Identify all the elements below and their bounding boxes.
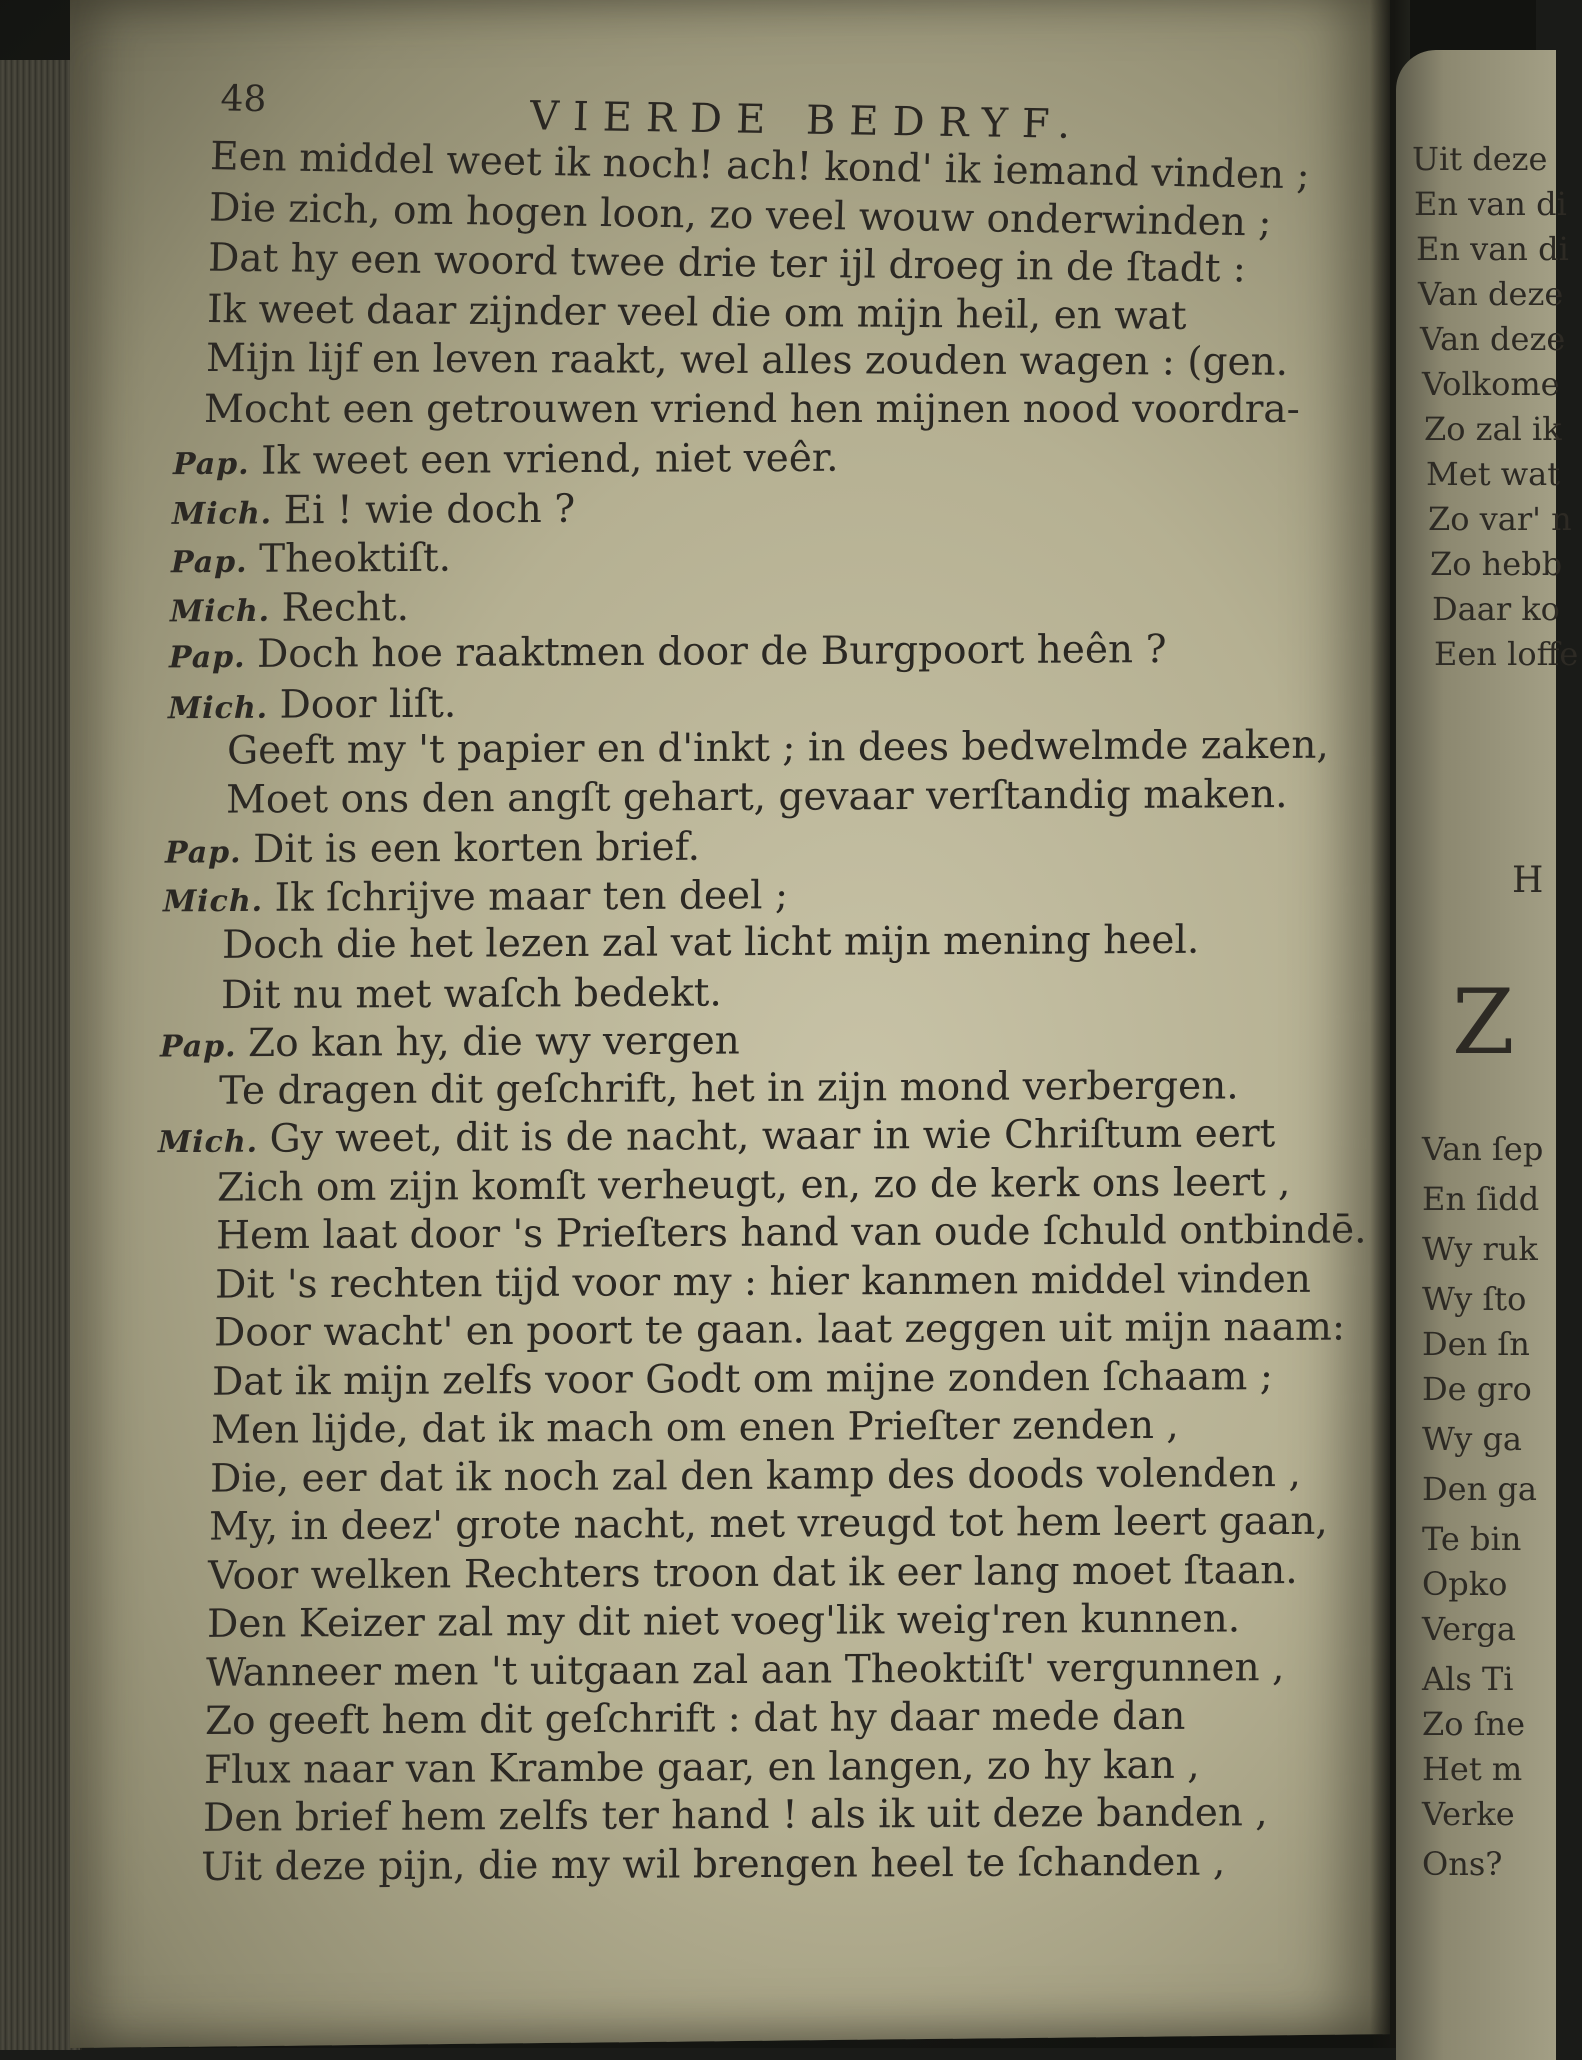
- right-page-fragment: En ſidd: [1422, 1180, 1540, 1218]
- verse-line: [206, 335, 1289, 387]
- verse-line: [208, 1546, 1298, 1600]
- verse-text: Ei ! wie doch ?: [283, 486, 576, 533]
- speaker-label: Mich.: [157, 1124, 259, 1161]
- right-page-fragment: En van di: [1416, 230, 1569, 268]
- verse-text: Wanneer men 't uitgaan zal aan Theoktiſt' vergunnen ,: [205, 1644, 1285, 1696]
- right-page-fragment: Zo var' n: [1428, 500, 1572, 538]
- speaker-label: Mich.: [167, 690, 269, 726]
- right-page-fragment: Ons?: [1422, 1845, 1503, 1883]
- verse-text: Men lijde, dat ik mach om enen Prieſter zenden ,: [210, 1402, 1179, 1453]
- section-title: VIERDE BEDRYF.: [529, 93, 1085, 149]
- verse-text: Doch die het lezen zal vat licht mijn mening heel.: [221, 917, 1200, 968]
- right-page-fragment: Volkome: [1422, 365, 1560, 403]
- right-page-fragment: Te bin: [1422, 1520, 1522, 1558]
- right-page-fragment: Een loffe: [1434, 635, 1579, 673]
- verse-text: Te dragen dit geſchrift, het in zijn mond verbergen.: [218, 1062, 1239, 1114]
- verse-line: [215, 1255, 1311, 1309]
- right-page-fragment: Het m: [1422, 1750, 1523, 1788]
- verse-text: Voor welken Rechters troon dat ik eer lang moet ſtaan.: [207, 1547, 1298, 1599]
- verse-text: Uit deze pijn, die my wil brengen heel te ſchanden ,: [200, 1839, 1226, 1890]
- verse-line: [171, 535, 451, 587]
- right-page-fragment: Van ſep: [1422, 1130, 1544, 1168]
- verse-text: Mijn lijf en leven raakt, wel alles zouden wagen : (gen.: [205, 336, 1289, 385]
- speaker-label: Pap.: [170, 544, 248, 581]
- right-page-fragment: Van deze: [1418, 275, 1564, 313]
- right-page-fragment: Verke: [1422, 1795, 1515, 1833]
- verse-line: [169, 626, 1167, 682]
- verse-line: [226, 771, 1288, 825]
- verse-line: [227, 722, 1329, 776]
- right-page-fragment: Wy ruk: [1422, 1230, 1538, 1268]
- right-page-fragment: Opko: [1422, 1565, 1508, 1603]
- verse-text: My, in deez' grote nacht, met vreugd tot hem leert gaan,: [208, 1498, 1328, 1550]
- page-number: 48: [219, 78, 267, 121]
- verse-text: Zich om zijn komſt verheugt, en, zo de kerk ons leert ,: [216, 1159, 1291, 1211]
- verse-line: [214, 1304, 1345, 1358]
- verse-line: [205, 1693, 1186, 1746]
- right-page-fragment: Verga: [1422, 1610, 1516, 1648]
- verse-text: Door wacht' en poort te gaan. laat zeggen uit mijn naam:: [213, 1304, 1346, 1356]
- verse-line: [209, 1498, 1328, 1552]
- speaker-label: Pap.: [159, 1029, 237, 1065]
- right-page-fragment: Wy ſto: [1422, 1280, 1527, 1318]
- right-page-fragment: Zo hebb: [1430, 545, 1563, 583]
- speaker-label: Mich.: [171, 495, 273, 532]
- right-page-fragment: Zo zal ik: [1424, 410, 1562, 448]
- verse-line: [173, 435, 839, 489]
- right-page-fragment: Den ga: [1422, 1470, 1537, 1508]
- verse-line: [207, 286, 1187, 341]
- verse-line: [212, 1353, 1273, 1407]
- verse-text: Dit is een korten brief.: [252, 824, 701, 873]
- right-page-fragment: En van di: [1414, 185, 1567, 223]
- left-page: [70, 0, 1390, 2048]
- verse-line: [170, 584, 409, 636]
- verse-line: [208, 235, 1247, 294]
- speaker-label: Mich.: [162, 883, 264, 919]
- verse-line: [172, 485, 575, 538]
- right-page-fragment: Den ſn: [1422, 1325, 1530, 1363]
- verse-text: Zo geeft hem dit geſchrift : dat hy daar mede dan: [204, 1693, 1186, 1745]
- verse-line: [160, 1018, 740, 1072]
- verse-text: Dat ik mijn zelfs voor Godt om mijne zonden ſchaam ;: [211, 1353, 1274, 1405]
- verse-line: [158, 1110, 1275, 1167]
- verse-text: Flux naar van Krambe gaar, en langen, zo hy kan ,: [203, 1742, 1200, 1793]
- verse-text: Door liſt.: [279, 681, 457, 728]
- verse-line: [201, 1838, 1226, 1891]
- verse-text: Dat hy een woord twee drie ter ijl droeg in de ſtadt :: [207, 235, 1247, 292]
- verse-text: Zo kan hy, die wy vergen: [247, 1018, 740, 1067]
- speaker-label: Pap.: [168, 639, 246, 676]
- right-page-fragment: Z: [1452, 970, 1515, 1075]
- verse-line: [219, 1062, 1239, 1115]
- verse-text: Theoktiſt.: [258, 535, 452, 582]
- verse-text: Die zich, om hogen loon, zo veel wouw onderwinden ;: [208, 185, 1272, 245]
- speaker-label: Pap.: [172, 446, 250, 483]
- verse-text: Doch hoe raaktmen door de Burgpoort heên ?: [256, 627, 1167, 677]
- verse-line: [222, 917, 1200, 970]
- right-page-fragment: Zo ſne: [1422, 1705, 1526, 1743]
- verse-text: Dit 's rechten tijd voor my : hier kanmen middel vinden: [214, 1256, 1312, 1308]
- verse-line: [221, 969, 722, 1020]
- right-page-fragment: H: [1512, 860, 1544, 901]
- verse-line: [168, 680, 457, 733]
- speaker-label: Pap.: [164, 835, 242, 871]
- verse-text: Gy weet, dit is de nacht, waar in wie Chriſtum eert: [269, 1111, 1276, 1162]
- verse-line: [163, 872, 788, 926]
- verse-line: [165, 824, 700, 878]
- speaker-label: Mich.: [169, 593, 271, 629]
- verse-line: [206, 1644, 1285, 1698]
- right-page-fragment: Daar ko: [1432, 590, 1560, 628]
- verse-text: Die, eer dat ik noch zal den kamp des doods volenden ,: [209, 1450, 1302, 1502]
- verse-text: Dit nu met waſch bedekt.: [220, 969, 722, 1018]
- verse-line: [203, 1789, 1268, 1843]
- right-page-fragment: Uit deze: [1412, 140, 1548, 178]
- verse-line: [217, 1159, 1291, 1213]
- verse-line: [210, 1449, 1301, 1503]
- verse-text: Den brief hem zelfs ter hand ! als ik uit deze banden ,: [202, 1790, 1268, 1841]
- verse-line: [204, 385, 1300, 433]
- right-page-fragment: De gro: [1422, 1370, 1532, 1408]
- verse-text: Den Keizer zal my dit niet voeg'lik weig'ren kunnen.: [206, 1596, 1241, 1647]
- right-page-fragment: Als Ti: [1422, 1660, 1514, 1698]
- right-page-fragment: Met wat: [1426, 455, 1561, 493]
- verse-line: [207, 1595, 1240, 1648]
- verse-line: [216, 1206, 1367, 1260]
- verse-text: Hem laat door 's Prieſters hand van oude ſchuld ontbindē.: [215, 1207, 1367, 1259]
- verse-text: Ik weet daar zijnder veel die om mijn heil, en wat: [206, 286, 1187, 339]
- verse-text: Mocht een getrouwen vriend hen mijnen nood voordra-: [203, 386, 1301, 432]
- right-page-fragment: Wy ga: [1422, 1420, 1522, 1458]
- verse-text: Recht.: [281, 584, 410, 631]
- verse-text: Geeft my 't papier en d'inkt ; in dees bedwelmde zaken,: [226, 722, 1329, 774]
- right-page-fragment: Van deze: [1420, 320, 1566, 358]
- verse-text: Een middel weet ik noch! ach! kond' ik iemand vinden ;: [209, 134, 1311, 199]
- verse-text: Moet ons den angſt gehart, gevaar verſtandig maken.: [225, 771, 1288, 823]
- verse-line: [211, 1402, 1179, 1455]
- verse-text: Ik ſchrijve maar ten deel ;: [274, 872, 789, 921]
- verse-line: [204, 1741, 1200, 1794]
- verse-text: Ik weet een vriend, niet veêr.: [260, 435, 839, 484]
